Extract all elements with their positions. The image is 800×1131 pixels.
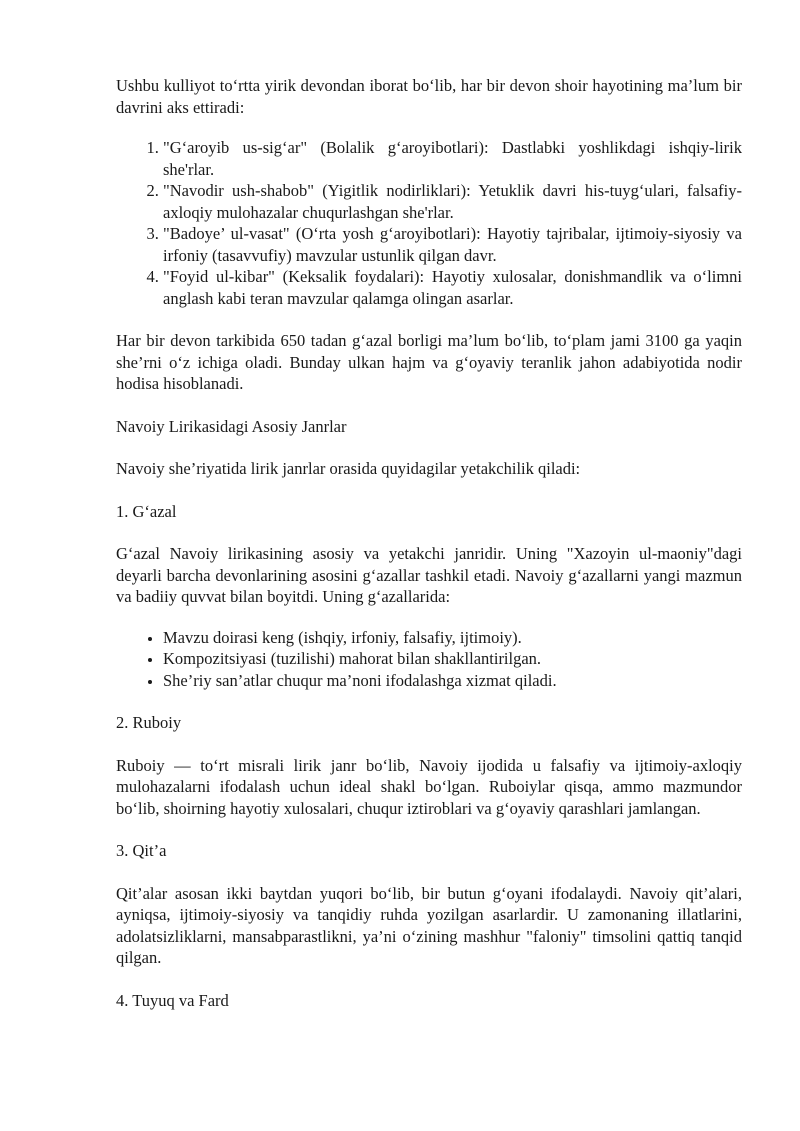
devon-list (116, 137, 742, 309)
summary-paragraph: Har bir devon tarkibida 650 tadan g‘azal borligi ma’lum bo‘lib, to‘plam jami 3100 ga yaqin she’rni o‘z ichiga oladi. Bunday ulkan hajm va g‘oyaviy teranlik jahon adabiyotida nodir hodisa hisoblanadi. (116, 331, 742, 393)
rubai-heading: 2. Ruboiy (116, 713, 182, 732)
ghazal-bullet-item: • She’riy san’atlar chuqur ma’noni ifodalashga xizmat qiladi. (163, 670, 742, 692)
ghazal-paragraph: G‘azal Navoiy lirikasining asosiy va yetakchi janridir. Uning "Xazoyin ul-maoniy"dagi deyarli barcha devonlarining asosini g‘azallar tashkil etadi. Navoiy g‘azallarni yangi mazmun va badiiy quvvat bilan boyitdi. Uning g‘azallarida: (116, 544, 742, 606)
genres-heading: Navoiy Lirikasidagi Asosiy Janrlar (116, 416, 347, 436)
tuyuq-heading: 4. Tuyuq va Fard (116, 990, 229, 1010)
ghazal-bullet-item: • Mavzu doirasi keng (ishqiy, irfoniy, falsafiy, ijtimoiy). (163, 627, 742, 649)
qita-paragraph: Qit’alar asosan ikki baytdan yuqori bo‘lib, bir butun g‘oyani ifodalaydi. Navoiy qit’alari, ayniqsa, ijtimoiy-siyosiy va tanqidiy ruhda yozilgan asarlardir. U zamonaning illatlarini, adolatsizliklarni, mansabparastlikni, ya’ni o‘zining mashhur "faloniy" timsolini qattiq tanqid qilgan. (116, 883, 742, 967)
qita-heading: 3. Qit’a (116, 841, 167, 860)
devon-list-item: 1. "G‘aroyib us-sig‘ar" (Bolalik g‘aroyibotlari): Dastlabki yoshlikdagi ishqiy-lirik she'rlar. (163, 137, 742, 180)
intro-paragraph: Ushbu kulliyot to‘rtta yirik devondan iborat bo‘lib, har bir devon shoir hayotining ma’lum bir davrini aks ettiradi: (116, 76, 742, 117)
genres-intro: Navoiy she’riyatida lirik janrlar orasida quyidagilar yetakchilik qiladi: (116, 459, 581, 478)
rubai-paragraph: Ruboiy — to‘rt misrali lirik janr bo‘lib, Navoiy ijodida u falsafiy va ijtimoiy-axloqiy mulohazalarni ifodalash uchun ideal shakl bo‘lgan. Ruboiylar qisqa, ammo mazmundor bo‘lib, shoirning hayotiy xulosalari, chuqur iztiroblari va g‘oyaviy qarashlari jamlangan. (116, 755, 742, 818)
devon-list-item: 3. "Badoye’ ul-vasat" (O‘rta yosh g‘aroyibotlari): Hayotiy tajribalar, ijtimoiy-siyosiy va irfoniy (tasavvufiy) mavzular ustunlik qilgan davr. (163, 223, 742, 266)
devon-list-item: 4. "Foyid ul-kibar" (Keksalik foydalari): Hayotiy xulosalar, donishmandlik va o‘limni anglash kabi teran mavzular qalamga olingan asarlar. (163, 266, 742, 309)
ghazal-bullet-list (116, 627, 742, 692)
document-page (116, 75, 742, 1032)
ghazal-bullet-item: • Kompozitsiyasi (tuzilishi) mahorat bilan shakllantirilgan. (163, 648, 742, 670)
devon-list-item: 2. "Navodir ush-shabob" (Yigitlik nodirliklari): Yetuklik davri his-tuyg‘ulari, falsafiy-axloqiy mulohazalar chuqurlashgan she'rlar. (163, 180, 742, 223)
ghazal-heading: 1. G‘azal (116, 501, 177, 521)
